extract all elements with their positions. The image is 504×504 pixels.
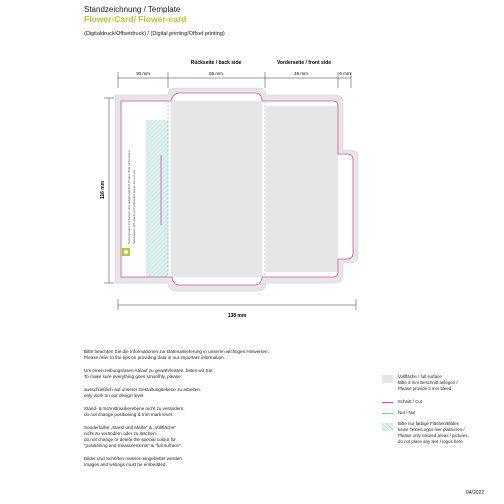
note-3-de: Stand- & Schnittmarkerebene nicht zu verändern. <box>84 406 185 411</box>
note-2-en: only work on our design level. <box>84 393 145 398</box>
legend-placement-en-2: do not place any text / logos here <box>398 439 463 444</box>
card-text-de: Samenpapier mit Samen und unbehandeltem Papier. Bitte nicht essen. <box>127 149 131 244</box>
back-panel <box>171 101 262 277</box>
product-name: Flower-Card/ Flower-card <box>84 14 187 24</box>
legend-placement-swatch <box>382 423 393 431</box>
card-text-en: Seed paper with seeds and untreated paper. Do not eat. <box>132 169 136 244</box>
legend-cut: Schnitt / Cut <box>398 399 422 404</box>
print-info: (Digitaldruck/Offsetdruck) / (Digital printing/Offset printing) <box>84 31 225 37</box>
dim-30: 30 mm <box>136 71 150 76</box>
note-4-en-2: “positioning and measurements” & “full surface”. <box>84 443 182 448</box>
dim-55: 55 mm <box>209 71 223 76</box>
note-1-en: To make sure everything goes smoothly, please: <box>84 374 182 379</box>
page-title: Standzeichnung / Template <box>84 5 181 14</box>
front-side-label: Vorderseite / front side <box>276 60 332 66</box>
dim-6: 6 mm <box>339 71 351 76</box>
legend-bleed-en: Please provide 3 mm bleed <box>398 386 452 391</box>
footer-date: 04/2022 <box>466 490 485 496</box>
note-4-de-2: nicht zu verändern oder zu löschen. <box>84 431 157 436</box>
note-2-de: ausschließlich auf unserer Gestaltungsebene zu arbeiten. <box>84 387 202 392</box>
note-5-de: Bilder und Schriften müssen eingebettet werden. <box>84 456 184 461</box>
legend-placement-de-2: keine Texte/Logos hier platzieren / <box>398 427 465 432</box>
note-3-en: do not change positioning & trim mark level. <box>84 412 174 417</box>
dim-total-width: 138 mm <box>227 313 247 319</box>
front-panel <box>266 106 338 272</box>
dim-46: 46 mm <box>294 71 308 76</box>
no-text-zone <box>146 120 168 278</box>
back-side-label: Rückseite / back side <box>190 60 242 66</box>
note-1-de: Um einen reibungslosen Ablauf zu gewährleisten, bitten wir Sie: <box>84 368 214 373</box>
note-4-de-1: Sonderfarbe „Stand und Maße“ & „Vollfläche“ <box>84 425 176 430</box>
legend-full-surface-swatch <box>382 375 393 383</box>
legend-bleed-de: Bitte 3 mm Beschnitt anlegen / <box>398 380 458 385</box>
legend-cut-swatch <box>382 402 393 403</box>
legend-placement-en-1: Please only colored areas / pictures, <box>398 433 469 438</box>
legend-placement-de-1: Bitte nur farbige Flächen/Bilder, <box>398 421 460 426</box>
dim-height: 116 mm <box>100 180 106 200</box>
note-4-en-1: do not change or delete the special colour for <box>84 437 176 442</box>
legend-groove-swatch <box>382 413 393 414</box>
note-5-en: Images and writings must be embedded. <box>84 462 167 467</box>
legend-groove: Nut / Nut <box>398 410 416 415</box>
notes-heading-de: Bitte beachten Sie die Informationen zur Datenanlieferung in unseren wichtigen Hinweisen. <box>84 349 269 354</box>
notes-heading-en: Please refer to the tips on providing data in our important information. <box>84 355 225 360</box>
legend-full-surface: Vollfläche / full surface <box>398 374 442 379</box>
